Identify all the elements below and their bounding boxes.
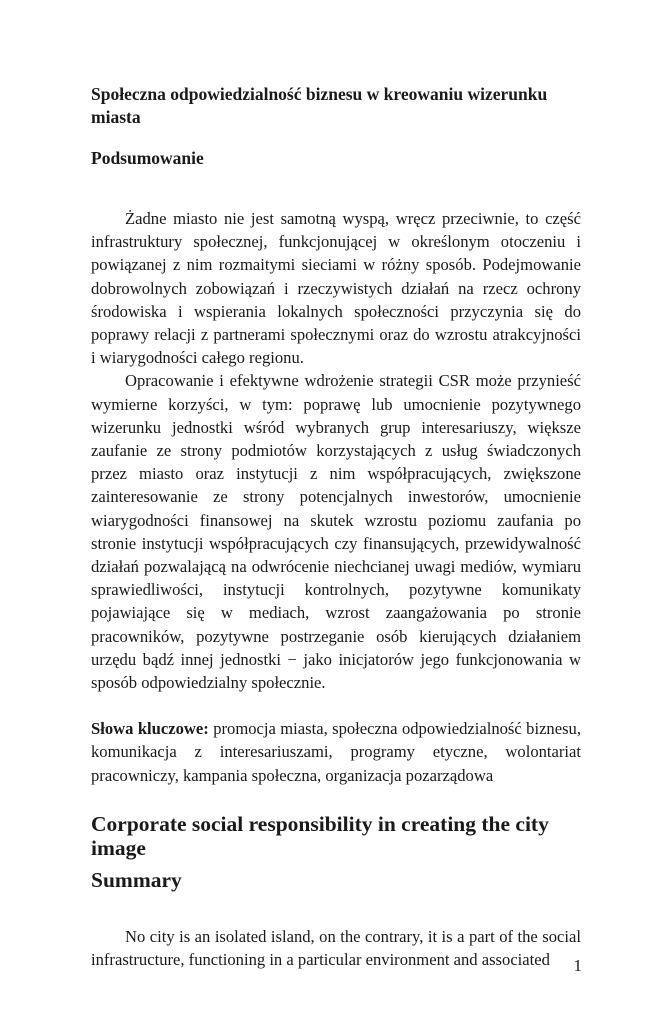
- keywords-label: Słowa kluczowe:: [91, 719, 209, 739]
- polish-paragraph-1: Żadne miasto nie jest samotną wyspą, wręcz przeciwnie, to część infrastruktury społecznej, funkcjonującej w określonym otoczeniu i powiązanej z nim rozmaitymi sieciami w różny sposób. Podejmowanie dobrowolnych zobowiązań i rzeczywistych działań na rzecz ochrony środowiska i wspierania lokalnych społeczności przyczynia się do poprawy relacji z partnerami społecznymi oraz do wzrostu atrakcyjności i wiarygodności całego regionu.: [91, 209, 581, 368]
- english-abstract: [91, 925, 581, 971]
- polish-keywords: [91, 717, 581, 787]
- polish-paragraph-2: Opracowanie i efektywne wdrożenie strategii CSR może przynieść wymierne korzyści, w tym: poprawę lub umocnienie pozytywnego wizerunku jednostki wśród wybranych grup interesariuszy, większe zaufanie ze strony podmiotów korzystających z usług świadczonych przez miasto oraz instytucji z nim współpracujących, zwiększone zainteresowanie ze strony potencjalnych inwestorów, umocnienie wiarygodności finansowej na skutek wzrostu poziomu zaufania po stronie instytucji współpracujących czy finansujących, przewidywalność działań pozwalającą na odwrócenie niechcianej uwagi mediów, wymiaru sprawiedliwości, instytucji kontrolnych, pozytywne komunikaty pojawiające się w mediach, wzrost zaangażowania po stronie pracowników, pozytywne postrzeganie osób kierujących działaniem urzędu bądź innej jednostki − jako inicjatorów jego funkcjonowania w sposób odpowiedzialny społecznie.: [91, 371, 581, 693]
- polish-subtitle: Podsumowanie: [91, 148, 204, 168]
- english-subtitle: Summary: [91, 867, 182, 892]
- polish-title: Społeczna odpowiedzialność biznesu w kreowaniu wizerunku miasta: [91, 84, 548, 127]
- polish-abstract: [91, 207, 581, 694]
- english-paragraph-1: No city is an isolated island, on the contrary, it is a part of the social infrastructure, functioning in a particular environment and associated: [91, 926, 581, 970]
- document-page: [91, 83, 581, 971]
- keywords-text: promocja miasta, społeczna odpowiedzialność biznesu, komunikacja z interesariuszami, programy etyczne, wolontariat pracowniczy, kampania społeczna, organizacja pozarządowa: [91, 719, 581, 785]
- english-title: Corporate social responsibility in creating the city image: [91, 811, 549, 860]
- page-number: 1: [573, 956, 582, 975]
